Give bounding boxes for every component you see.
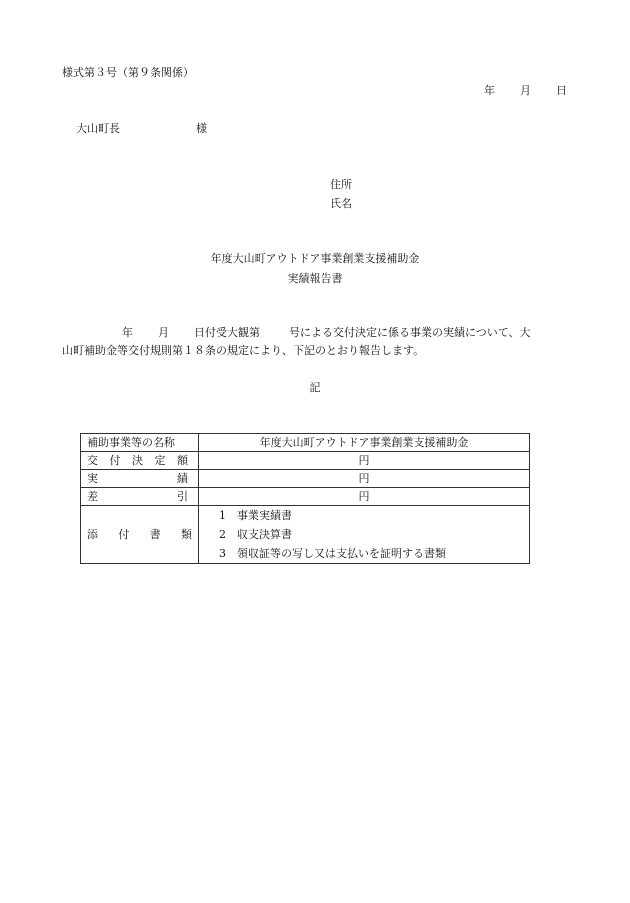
attachment-item	[219, 506, 523, 525]
name-label: 氏名	[330, 197, 352, 210]
table-row	[81, 488, 530, 506]
date-day: 日	[556, 84, 567, 97]
row-label-difference: 差引	[81, 488, 199, 506]
row-label-project-name: 補助事業等の名称	[81, 434, 199, 452]
attachment-item	[219, 525, 523, 544]
row-label-actual: 実績	[81, 470, 199, 488]
body-month: 月	[158, 326, 169, 339]
attachments-list	[205, 506, 523, 563]
attachment-number: 1	[219, 509, 226, 522]
report-table	[80, 433, 530, 564]
form-number: 様式第３号（第９条関係）	[62, 66, 194, 79]
date-line	[470, 84, 570, 140]
date-year: 年	[484, 84, 495, 97]
table-row	[81, 506, 530, 564]
body-line2: 山町補助金等交付規則第１８条の規定により、下記のとおり報告します。	[62, 344, 425, 357]
addressee-name: 大山町長	[76, 122, 120, 135]
table-row	[81, 434, 530, 452]
attachment-text: 事業実績書	[237, 509, 292, 522]
row-label-decision-amount: 交付決定額	[81, 452, 199, 470]
attachment-text: 領収証等の写し又は支払いを証明する書類	[237, 547, 446, 560]
attachments-cell	[199, 506, 530, 564]
date-month: 月	[520, 84, 531, 97]
row-value-decision-amount: 円	[199, 452, 530, 470]
body-year: 年	[122, 326, 133, 339]
document-subtitle: 実績報告書	[287, 272, 343, 285]
attachment-number: 2	[219, 528, 226, 541]
row-value-project-name: 年度大山町アウトドア事業創業支援補助金	[199, 434, 530, 452]
table-row	[81, 470, 530, 488]
address-label: 住所	[330, 178, 352, 191]
addressee-honorific: 様	[196, 122, 207, 135]
row-label-attachments: 添付書類	[81, 506, 199, 564]
table-row	[81, 452, 530, 470]
report-body	[62, 326, 572, 410]
attachment-item	[219, 544, 523, 563]
attachment-text: 収支決算書	[237, 528, 292, 541]
body-line1-rest: 号による交付決定に係る事業の実績について、大	[289, 326, 531, 339]
attachment-number: 3	[219, 547, 226, 560]
document-title: 年度大山町アウトドア事業創業支援補助金	[210, 252, 420, 265]
row-value-actual: 円	[199, 470, 530, 488]
body-permit-prefix: 日付受大観第	[194, 326, 260, 339]
row-value-difference: 円	[199, 488, 530, 506]
ki-heading: 記	[309, 381, 321, 394]
